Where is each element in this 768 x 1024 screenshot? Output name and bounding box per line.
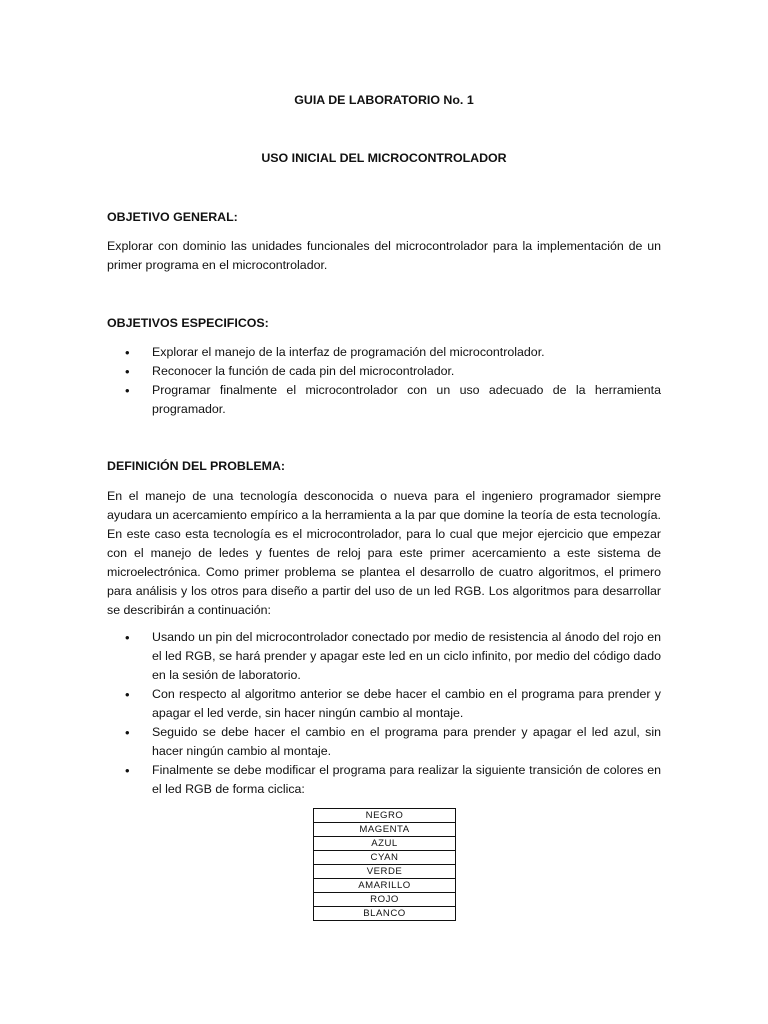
table-cell: MAGENTA xyxy=(314,823,456,837)
table-cell: AZUL xyxy=(314,837,456,851)
list-item-text: Explorar el manejo de la interfaz de programación del microcontrolador. xyxy=(152,345,545,359)
list-item xyxy=(107,343,661,362)
bullet-icon: • xyxy=(125,383,130,398)
bullet-icon: • xyxy=(125,364,130,379)
table-row xyxy=(314,907,456,921)
bullet-icon: • xyxy=(125,763,130,778)
list-item xyxy=(107,381,661,419)
list-item-text: Finalmente se debe modificar el programa para realizar la siguiente transición de colores en el led RGB de forma ciclica: xyxy=(152,763,661,796)
objetivos-especificos-list xyxy=(107,343,661,419)
table-row xyxy=(314,809,456,823)
list-item xyxy=(107,628,661,685)
table-row xyxy=(314,823,456,837)
document-title: GUIA DE LABORATORIO No. 1 xyxy=(294,93,474,107)
table-row xyxy=(314,879,456,893)
objetivo-general-text: Explorar con dominio las unidades funcionales del microcontrolador para la implementación de un primer programa en el microcontrolador. xyxy=(107,239,661,272)
objetivos-especificos-heading: OBJETIVOS ESPECIFICOS: xyxy=(107,316,269,330)
list-item xyxy=(107,761,661,799)
list-item xyxy=(107,362,661,381)
list-item-text: Usando un pin del microcontrolador conectado por medio de resistencia al ánodo del rojo en el led RGB, se hará prender y apagar este led en un ciclo infinito, por medio del código dado en la sesión de laboratorio. xyxy=(152,630,661,682)
table-row xyxy=(314,865,456,879)
table-cell: BLANCO xyxy=(314,907,456,921)
definicion-heading: DEFINICIÓN DEL PROBLEMA: xyxy=(107,459,286,473)
bullet-icon: • xyxy=(125,687,130,702)
definicion-text: En el manejo de una tecnología desconocida o nueva para el ingeniero programador siempre ayudara un acercamiento empírico a la herramienta a la par que domine la teoría de esta tecnología. En este caso esta tecnología es el microcontrolador, para lo cual que mejor ejercicio que empezar con el manejo de ledes y fuentes de reloj para este primer acercamiento a este sistema de microelectrónica. Como primer problema se plantea el desarrollo de cuatro algoritmos, el primero para análisis y los otros para diseño a partir del uso de un led RGB. Los algoritmos para desarrollar se describirán a continuación: xyxy=(107,489,661,617)
list-item xyxy=(107,685,661,723)
list-item xyxy=(107,723,661,761)
bullet-icon: • xyxy=(125,630,130,645)
list-item-text: Seguido se debe hacer el cambio en el programa para prender y apagar el led azul, sin hacer ningún cambio al montaje. xyxy=(152,725,661,758)
table-cell: NEGRO xyxy=(314,809,456,823)
table-cell: AMARILLO xyxy=(314,879,456,893)
bullet-icon: • xyxy=(125,725,130,740)
document-subtitle: USO INICIAL DEL MICROCONTROLADOR xyxy=(261,151,507,165)
objetivo-general-heading: OBJETIVO GENERAL: xyxy=(107,210,238,224)
table-row xyxy=(314,837,456,851)
table-row xyxy=(314,893,456,907)
color-sequence-table xyxy=(313,808,456,921)
table-cell: VERDE xyxy=(314,865,456,879)
bullet-icon: • xyxy=(125,345,130,360)
list-item-text: Reconocer la función de cada pin del microcontrolador. xyxy=(152,364,455,378)
table-cell: ROJO xyxy=(314,893,456,907)
list-item-text: Con respecto al algoritmo anterior se debe hacer el cambio en el programa para prender y apagar el led verde, sin hacer ningún cambio al montaje. xyxy=(152,687,661,720)
list-item-text: Programar finalmente el microcontrolador con un uso adecuado de la herramienta programador. xyxy=(152,383,661,416)
table-row xyxy=(314,851,456,865)
algoritmos-list xyxy=(107,628,661,799)
table-cell: CYAN xyxy=(314,851,456,865)
